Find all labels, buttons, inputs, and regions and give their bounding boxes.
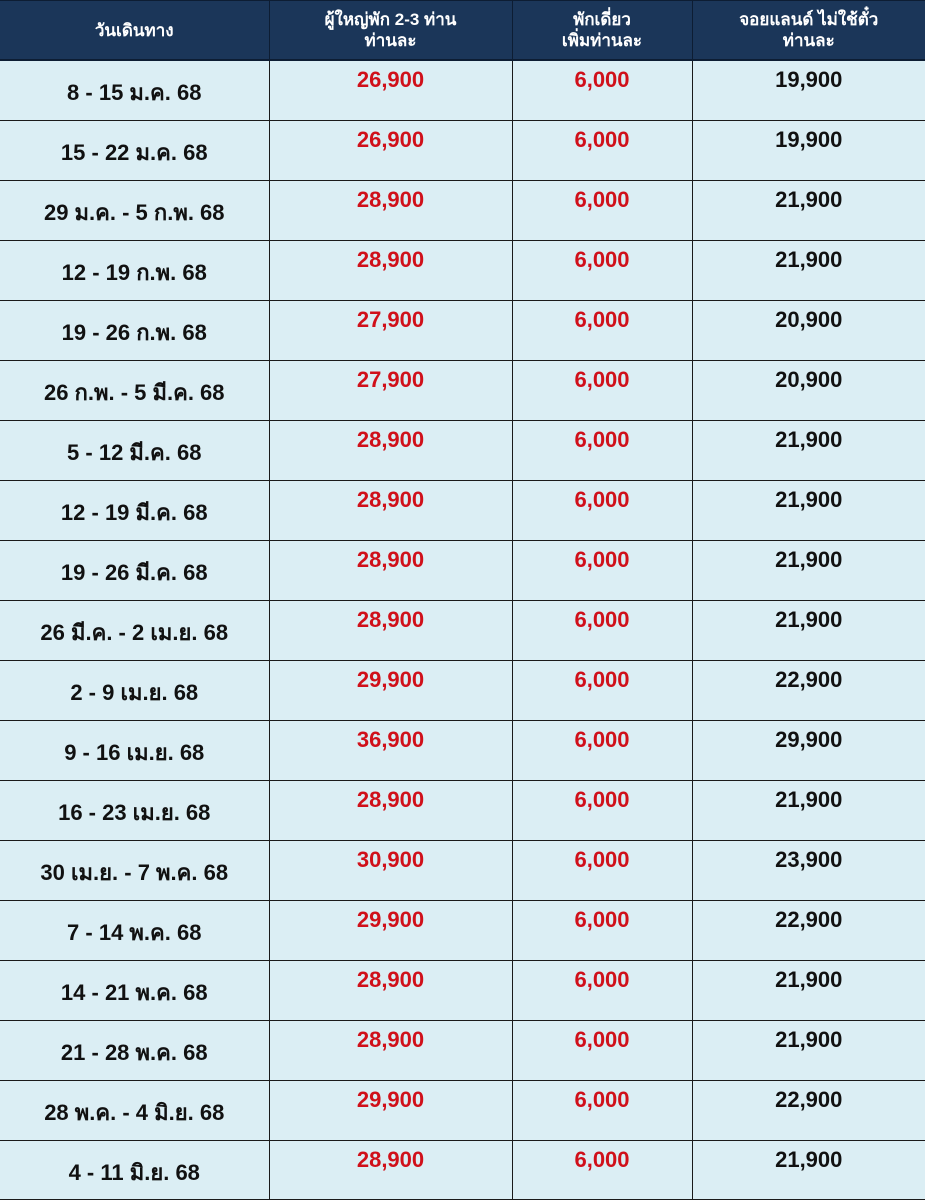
travel-date-cell: 26 ก.พ. - 5 มี.ค. 68 xyxy=(0,361,269,421)
travel-date-cell: 5 - 12 มี.ค. 68 xyxy=(0,421,269,481)
header-adult-line1: ผู้ใหญ่พัก 2-3 ท่าน xyxy=(270,9,512,30)
travel-date-cell: 19 - 26 มี.ค. 68 xyxy=(0,541,269,601)
table-row xyxy=(0,1141,925,1200)
joinland-price-cell: 21,900 xyxy=(692,421,925,481)
table-row xyxy=(0,721,925,781)
adult-price-cell: 28,900 xyxy=(269,241,512,301)
joinland-price-cell: 21,900 xyxy=(692,181,925,241)
header-adult-line2: ท่านละ xyxy=(270,30,512,51)
table-row xyxy=(0,121,925,181)
joinland-price-cell: 21,900 xyxy=(692,961,925,1021)
single-supplement-cell: 6,000 xyxy=(512,121,692,181)
joinland-price-cell: 21,900 xyxy=(692,481,925,541)
adult-price-cell: 28,900 xyxy=(269,1021,512,1081)
single-supplement-cell: 6,000 xyxy=(512,1141,692,1200)
single-supplement-cell: 6,000 xyxy=(512,1081,692,1141)
header-single-line1: พักเดี่ยว xyxy=(513,9,692,30)
travel-date-cell: 12 - 19 มี.ค. 68 xyxy=(0,481,269,541)
table-row xyxy=(0,601,925,661)
single-supplement-cell: 6,000 xyxy=(512,781,692,841)
header-joinland-line2: ท่านละ xyxy=(693,30,925,51)
single-supplement-cell: 6,000 xyxy=(512,60,692,121)
header-adult-price xyxy=(269,1,512,61)
single-supplement-cell: 6,000 xyxy=(512,901,692,961)
single-supplement-cell: 6,000 xyxy=(512,241,692,301)
table-row xyxy=(0,1081,925,1141)
joinland-price-cell: 19,900 xyxy=(692,121,925,181)
single-supplement-cell: 6,000 xyxy=(512,481,692,541)
adult-price-cell: 29,900 xyxy=(269,1081,512,1141)
travel-date-cell: 12 - 19 ก.พ. 68 xyxy=(0,241,269,301)
travel-date-cell: 29 ม.ค. - 5 ก.พ. 68 xyxy=(0,181,269,241)
single-supplement-cell: 6,000 xyxy=(512,1021,692,1081)
table-row xyxy=(0,1021,925,1081)
adult-price-cell: 28,900 xyxy=(269,481,512,541)
adult-price-cell: 29,900 xyxy=(269,901,512,961)
joinland-price-cell: 21,900 xyxy=(692,601,925,661)
single-supplement-cell: 6,000 xyxy=(512,661,692,721)
travel-date-cell: 2 - 9 เม.ย. 68 xyxy=(0,661,269,721)
adult-price-cell: 28,900 xyxy=(269,181,512,241)
table-row xyxy=(0,781,925,841)
adult-price-cell: 26,900 xyxy=(269,121,512,181)
single-supplement-cell: 6,000 xyxy=(512,841,692,901)
joinland-price-cell: 29,900 xyxy=(692,721,925,781)
joinland-price-cell: 22,900 xyxy=(692,901,925,961)
table-row xyxy=(0,841,925,901)
adult-price-cell: 29,900 xyxy=(269,661,512,721)
table-row xyxy=(0,421,925,481)
joinland-price-cell: 20,900 xyxy=(692,301,925,361)
single-supplement-cell: 6,000 xyxy=(512,601,692,661)
single-supplement-cell: 6,000 xyxy=(512,721,692,781)
adult-price-cell: 28,900 xyxy=(269,601,512,661)
travel-date-cell: 15 - 22 ม.ค. 68 xyxy=(0,121,269,181)
joinland-price-cell: 21,900 xyxy=(692,1021,925,1081)
travel-date-cell: 14 - 21 พ.ค. 68 xyxy=(0,961,269,1021)
table-row xyxy=(0,181,925,241)
adult-price-cell: 36,900 xyxy=(269,721,512,781)
joinland-price-cell: 20,900 xyxy=(692,361,925,421)
table-row xyxy=(0,541,925,601)
travel-date-cell: 8 - 15 ม.ค. 68 xyxy=(0,60,269,121)
table-row xyxy=(0,661,925,721)
adult-price-cell: 30,900 xyxy=(269,841,512,901)
travel-date-cell: 28 พ.ค. - 4 มิ.ย. 68 xyxy=(0,1081,269,1141)
adult-price-cell: 28,900 xyxy=(269,961,512,1021)
travel-date-cell: 30 เม.ย. - 7 พ.ค. 68 xyxy=(0,841,269,901)
table-row xyxy=(0,481,925,541)
adult-price-cell: 26,900 xyxy=(269,60,512,121)
table-row xyxy=(0,60,925,121)
adult-price-cell: 27,900 xyxy=(269,301,512,361)
table-header xyxy=(0,1,925,61)
joinland-price-cell: 21,900 xyxy=(692,541,925,601)
travel-date-cell: 26 มี.ค. - 2 เม.ย. 68 xyxy=(0,601,269,661)
travel-date-cell: 4 - 11 มิ.ย. 68 xyxy=(0,1141,269,1200)
single-supplement-cell: 6,000 xyxy=(512,361,692,421)
travel-date-cell: 21 - 28 พ.ค. 68 xyxy=(0,1021,269,1081)
single-supplement-cell: 6,000 xyxy=(512,301,692,361)
header-single-line2: เพิ่มท่านละ xyxy=(513,30,692,51)
adult-price-cell: 28,900 xyxy=(269,541,512,601)
table-row xyxy=(0,901,925,961)
adult-price-cell: 28,900 xyxy=(269,781,512,841)
single-supplement-cell: 6,000 xyxy=(512,541,692,601)
travel-date-cell: 7 - 14 พ.ค. 68 xyxy=(0,901,269,961)
joinland-price-cell: 21,900 xyxy=(692,241,925,301)
single-supplement-cell: 6,000 xyxy=(512,961,692,1021)
header-joinland-price xyxy=(692,1,925,61)
joinland-price-cell: 21,900 xyxy=(692,781,925,841)
table-row xyxy=(0,961,925,1021)
joinland-price-cell: 19,900 xyxy=(692,60,925,121)
adult-price-cell: 27,900 xyxy=(269,361,512,421)
joinland-price-cell: 21,900 xyxy=(692,1141,925,1200)
table-body xyxy=(0,60,925,1200)
joinland-price-cell: 22,900 xyxy=(692,1081,925,1141)
table-row xyxy=(0,301,925,361)
single-supplement-cell: 6,000 xyxy=(512,421,692,481)
header-single-supplement xyxy=(512,1,692,61)
table-row xyxy=(0,241,925,301)
table-row xyxy=(0,361,925,421)
joinland-price-cell: 22,900 xyxy=(692,661,925,721)
single-supplement-cell: 6,000 xyxy=(512,181,692,241)
travel-date-cell: 9 - 16 เม.ย. 68 xyxy=(0,721,269,781)
joinland-price-cell: 23,900 xyxy=(692,841,925,901)
header-joinland-line1: จอยแลนด์ ไม่ใช้ตั๋ว xyxy=(693,9,925,30)
travel-date-cell: 16 - 23 เม.ย. 68 xyxy=(0,781,269,841)
header-row xyxy=(0,1,925,61)
adult-price-cell: 28,900 xyxy=(269,1141,512,1200)
adult-price-cell: 28,900 xyxy=(269,421,512,481)
travel-date-cell: 19 - 26 ก.พ. 68 xyxy=(0,301,269,361)
header-travel-date xyxy=(0,1,269,61)
header-travel-date-label: วันเดินทาง xyxy=(0,20,269,41)
